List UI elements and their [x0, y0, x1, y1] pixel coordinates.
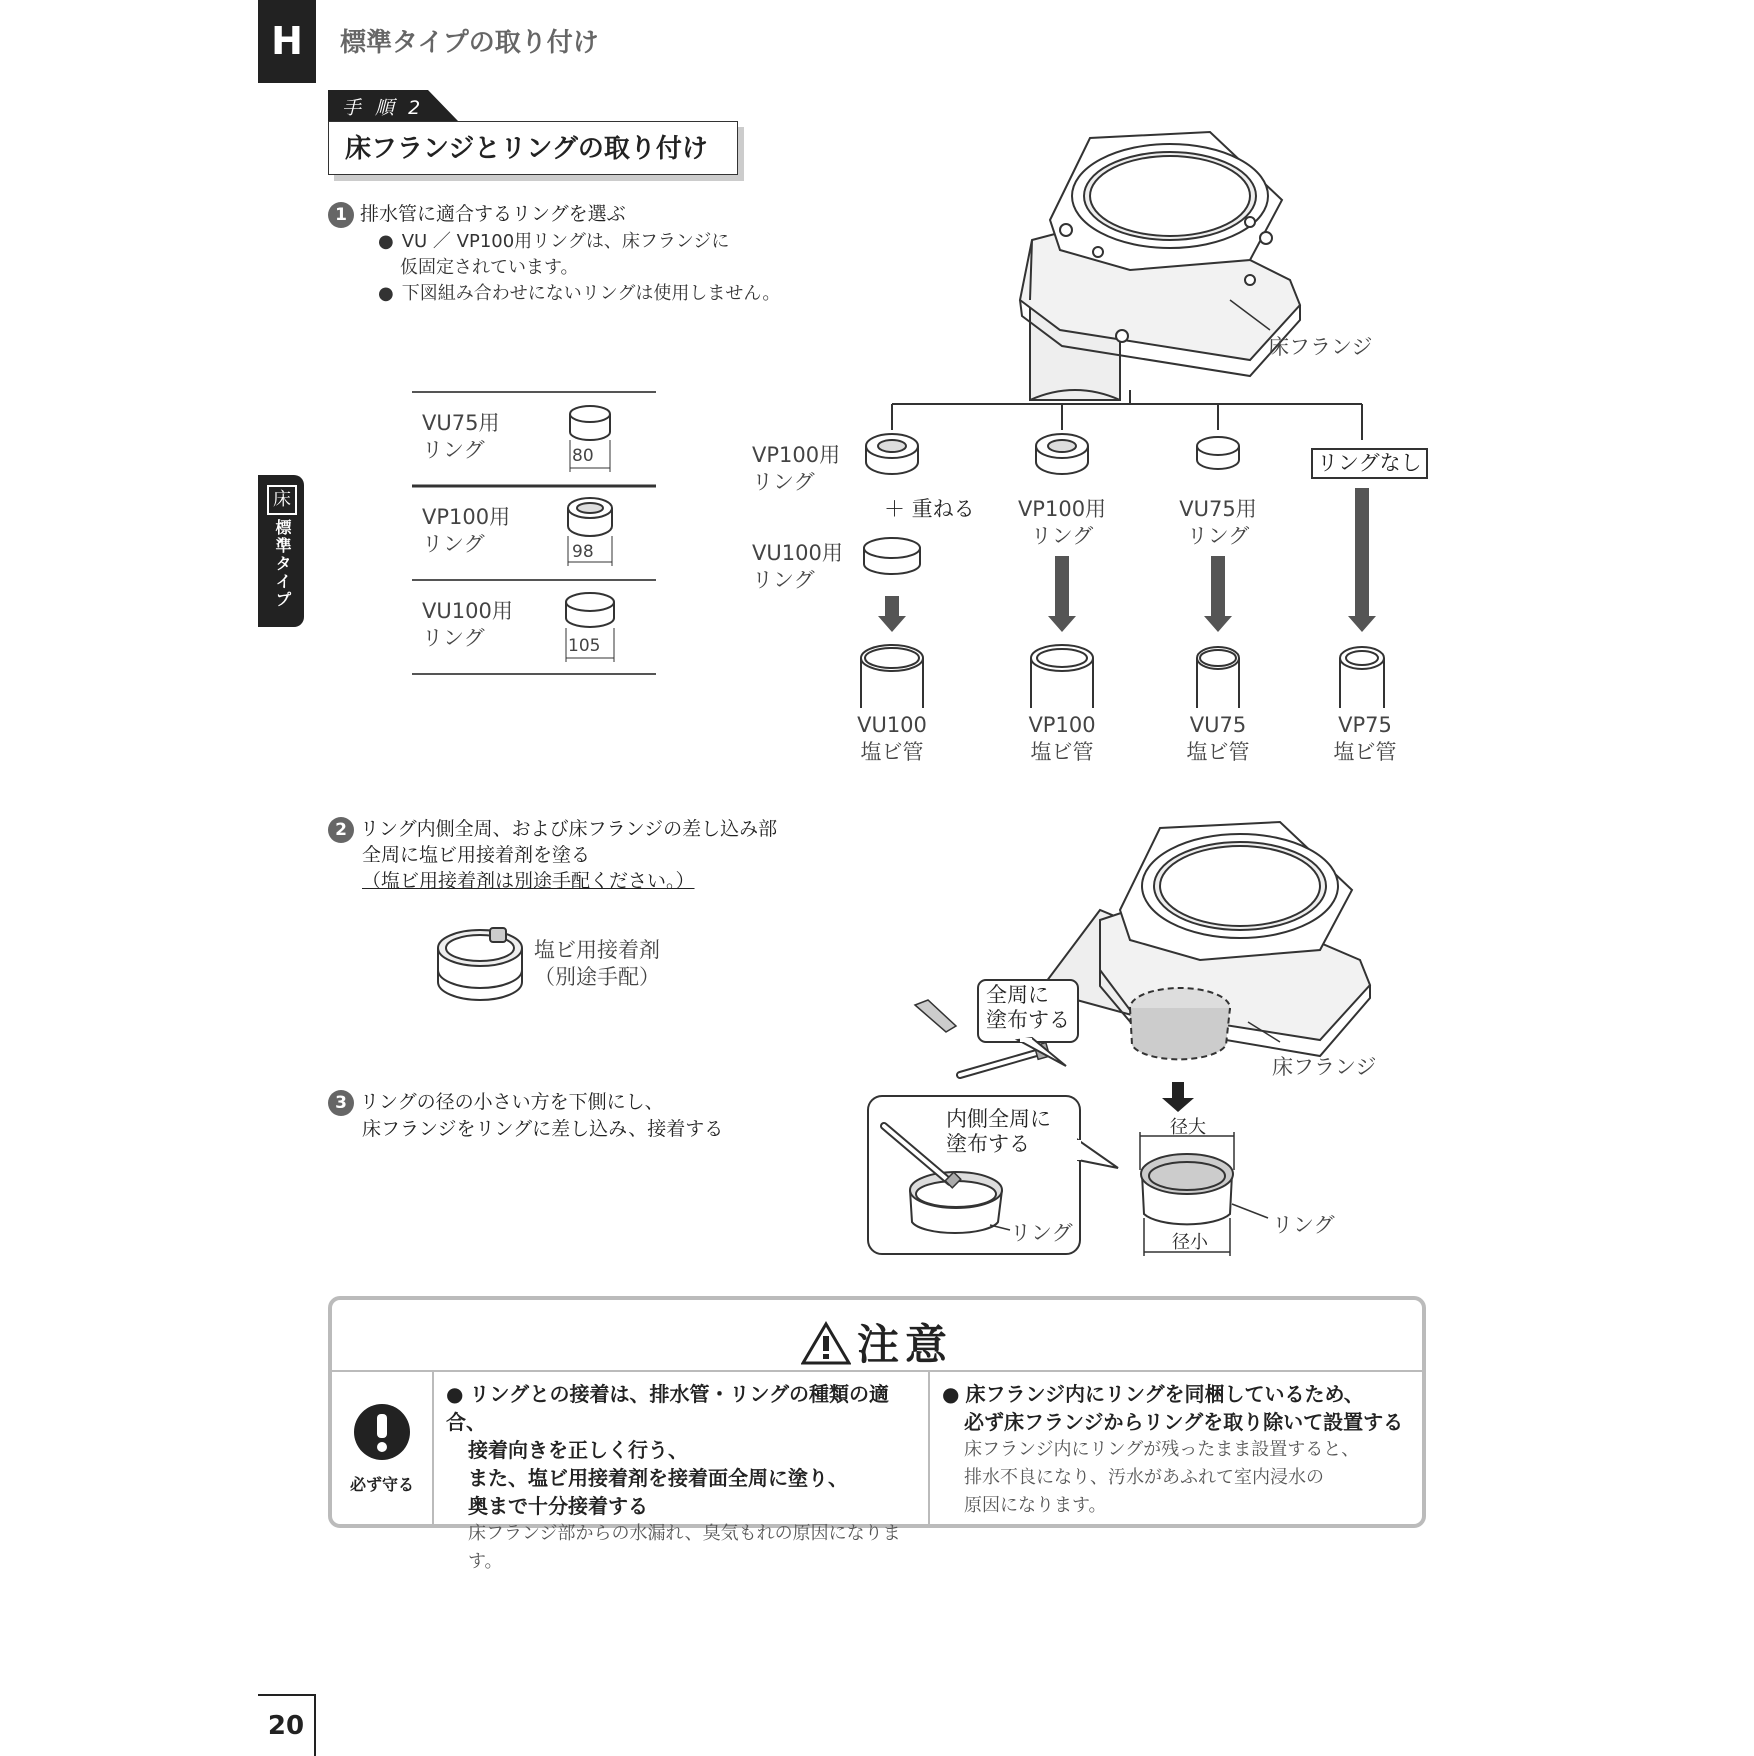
- caution-right-text: ● 床フランジ内にリングを同梱しているため、 必ず床フランジからリングを取り除いて設置する 床フランジ内にリングが残ったまま設置すると、 排水不良になり、汚水があふれて室内浸水の 原因になります。: [942, 1382, 1404, 1516]
- section-letter: H: [258, 0, 316, 83]
- instruction-3-line2: 床フランジをリングに差し込み、接着する: [362, 1118, 724, 1140]
- pipe-vu75: VU75 塩ビ管: [1186, 713, 1250, 764]
- caution-content: [332, 1370, 1422, 1572]
- instruction-1-text: 排水管に適合するリングを選ぶ: [360, 203, 626, 225]
- label-vu75-mid: VU75用 リング: [1179, 497, 1257, 548]
- warning-triangle-icon: [801, 1321, 851, 1365]
- selection-tree: [892, 390, 1362, 440]
- instruction-1: [328, 201, 626, 228]
- label-vp100-left: VP100用 リング: [752, 443, 841, 494]
- pipe-vp75: VP75 塩ビ管: [1333, 713, 1397, 764]
- label-vu100-left: VU100用 リング: [752, 541, 843, 592]
- adhesive-can-icon: [432, 920, 532, 1010]
- label-stack: ＋ 重ねる: [884, 497, 975, 521]
- instruction-2-line2: 全周に塩ビ用接着剤を塗る: [362, 844, 591, 866]
- label-large-diameter: 径大: [1170, 1117, 1206, 1138]
- adhesive-label: 塩ビ用接着剤 （別途手配）: [534, 938, 660, 989]
- ring-label: リング: [1272, 1213, 1335, 1237]
- bullet-1-cont: 仮固定されています。: [400, 257, 579, 278]
- callout-apply-all: 全周に 塗布する: [986, 983, 1070, 1032]
- instruction-2-note: （塩ビ用接着剤は別途手配ください。）: [362, 870, 695, 892]
- caution-left: [434, 1372, 930, 1572]
- step-number-2: 2: [328, 817, 354, 843]
- ring-label-inner: リング: [1010, 1221, 1073, 1245]
- ring-vp100-mid: [1036, 434, 1088, 474]
- step-number-1: 1: [328, 202, 354, 228]
- caution-icon-column: [332, 1372, 434, 1526]
- section-title: 標準タイプの取り付け: [340, 28, 599, 58]
- label-small-diameter: 径小: [1172, 1232, 1208, 1253]
- bullet-2: ● 下図組み合わせにないリングは使用しません。: [378, 283, 781, 304]
- must-follow-label: 必ず守る: [349, 1475, 414, 1494]
- floor-flange-illustration: [1020, 132, 1300, 400]
- pipe-vu100: VU100 塩ビ管: [857, 713, 927, 764]
- bullet-1: ● VU ／ VP100用リングは、床フランジに: [378, 231, 730, 252]
- caution-left-text: ● リングとの接着は、排水管・リングの種類の適合、 接着向きを正しく行う、 また、塩ビ用接着剤を接着面全周に塗り、 奥まで十分接着する 床フランジ部からの水漏れ、臭気もれの原因になります。: [446, 1382, 901, 1572]
- side-tab: [258, 475, 304, 627]
- ring-vu75-mid: [1197, 437, 1239, 469]
- page-number: 20: [258, 1694, 316, 1756]
- ring-size-vu100: 105: [568, 636, 601, 656]
- label-vp100-mid: VP100用 リング: [1017, 497, 1107, 548]
- exclamation-icon: [332, 1402, 432, 1482]
- side-tab-kanji: 床: [267, 485, 297, 515]
- callout-apply-inner: 内側全周に 塗布する: [946, 1107, 1051, 1156]
- ring-size-vu75: 80: [572, 446, 594, 466]
- caution-title: 注意: [332, 1312, 1422, 1372]
- label-no-ring: リングなし: [1311, 448, 1428, 479]
- ring-row-vp100: VP100用 リング: [422, 505, 511, 556]
- step-heading: 床フランジとリングの取り付け: [328, 121, 738, 175]
- caution-right: [930, 1372, 1422, 1526]
- pipes: [861, 645, 1384, 708]
- caution-box: [328, 1296, 1426, 1572]
- instruction-2: 2 リング内側全周、および床フランジの差し込み部: [328, 816, 777, 843]
- flange-label-1: 床フランジ: [1268, 335, 1373, 359]
- step-tab-label: 手 順 2: [342, 97, 425, 119]
- ring-outer-illustration: [1141, 1154, 1233, 1224]
- ring-row-vu75: VU75用 リング: [422, 411, 500, 462]
- instruction-3: 3 リングの径の小さい方を下側にし、: [328, 1089, 664, 1116]
- step-tab: [328, 90, 458, 121]
- step-number-3: 3: [328, 1090, 354, 1116]
- ring-vp100-left: [866, 434, 918, 474]
- pipe-vp100: VP100 塩ビ管: [1028, 713, 1096, 764]
- ring-vu100-left: [864, 538, 920, 574]
- ring-size-vp100: 98: [572, 542, 594, 562]
- diagram-bonding: [860, 820, 1400, 1260]
- side-tab-label: 標準タイプ: [273, 519, 292, 609]
- flange-label-2: 床フランジ: [1272, 1055, 1377, 1079]
- ring-row-vu100: VU100用 リング: [422, 599, 513, 650]
- floor-flange-illustration-2: [1040, 822, 1370, 1059]
